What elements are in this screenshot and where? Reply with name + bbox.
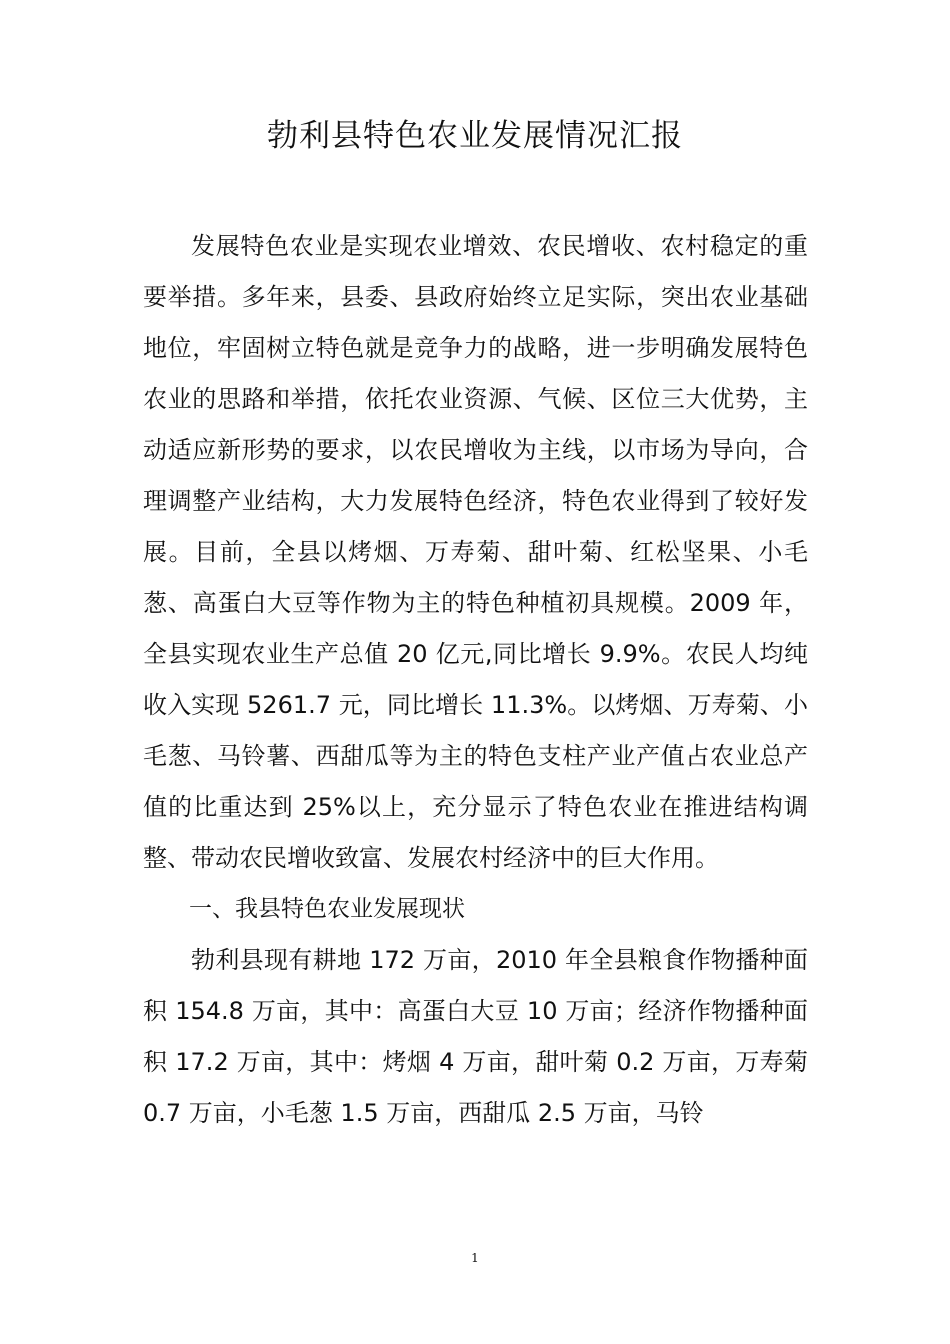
document-title: 勃利县特色农业发展情况汇报: [267, 118, 683, 154]
page-number: 1: [471, 1251, 479, 1265]
section-paragraph: 勃利县现有耕地 172 万亩，2010 年全县粮食作物播种面积 154.8 万亩，其中：高蛋白大豆 10 万亩；经济作物播种面积 17.2 万亩，其中：烤烟 4 万亩，甜叶菊 0.2 万亩，万寿菊 0.7 万亩，小毛葱 1.5 万亩，西甜瓜 2.5 万亩，马铃: [143, 946, 808, 1127]
section-heading: 一、我县特色农业发展现状: [189, 896, 465, 922]
intro-paragraph: 发展特色农业是实现农业增效、农民增收、农村稳定的重要举措。多年来，县委、县政府始终立足实际，突出农业基础地位，牢固树立特色就是竞争力的战略，进一步明确发展特色农业的思路和举措，依托农业资源、气候、区位三大优势，主动适应新形势的要求，以农民增收为主线，以市场为导向，合理调整产业结构，大力发展特色经济，特色农业得到了较好发展。目前，全县以烤烟、万寿菊、甜叶菊、红松坚果、小毛葱、高蛋白大豆等作物为主的特色种植初具规模。2009 年，全县实现农业生产总值 20 亿元,同比增长 9.9%。农民人均纯收入实现 5261.7 元，同比增长 11.3%。以烤烟、万寿菊、小毛葱、马铃薯、西甜瓜等为主的特色支柱产业产值占农业总产值的比重达到 25%以上，充分显示了特色农业在推进结构调整、带动农民增收致富、发展农村经济中的巨大作用。: [143, 232, 808, 872]
document-body: [143, 221, 808, 1139]
